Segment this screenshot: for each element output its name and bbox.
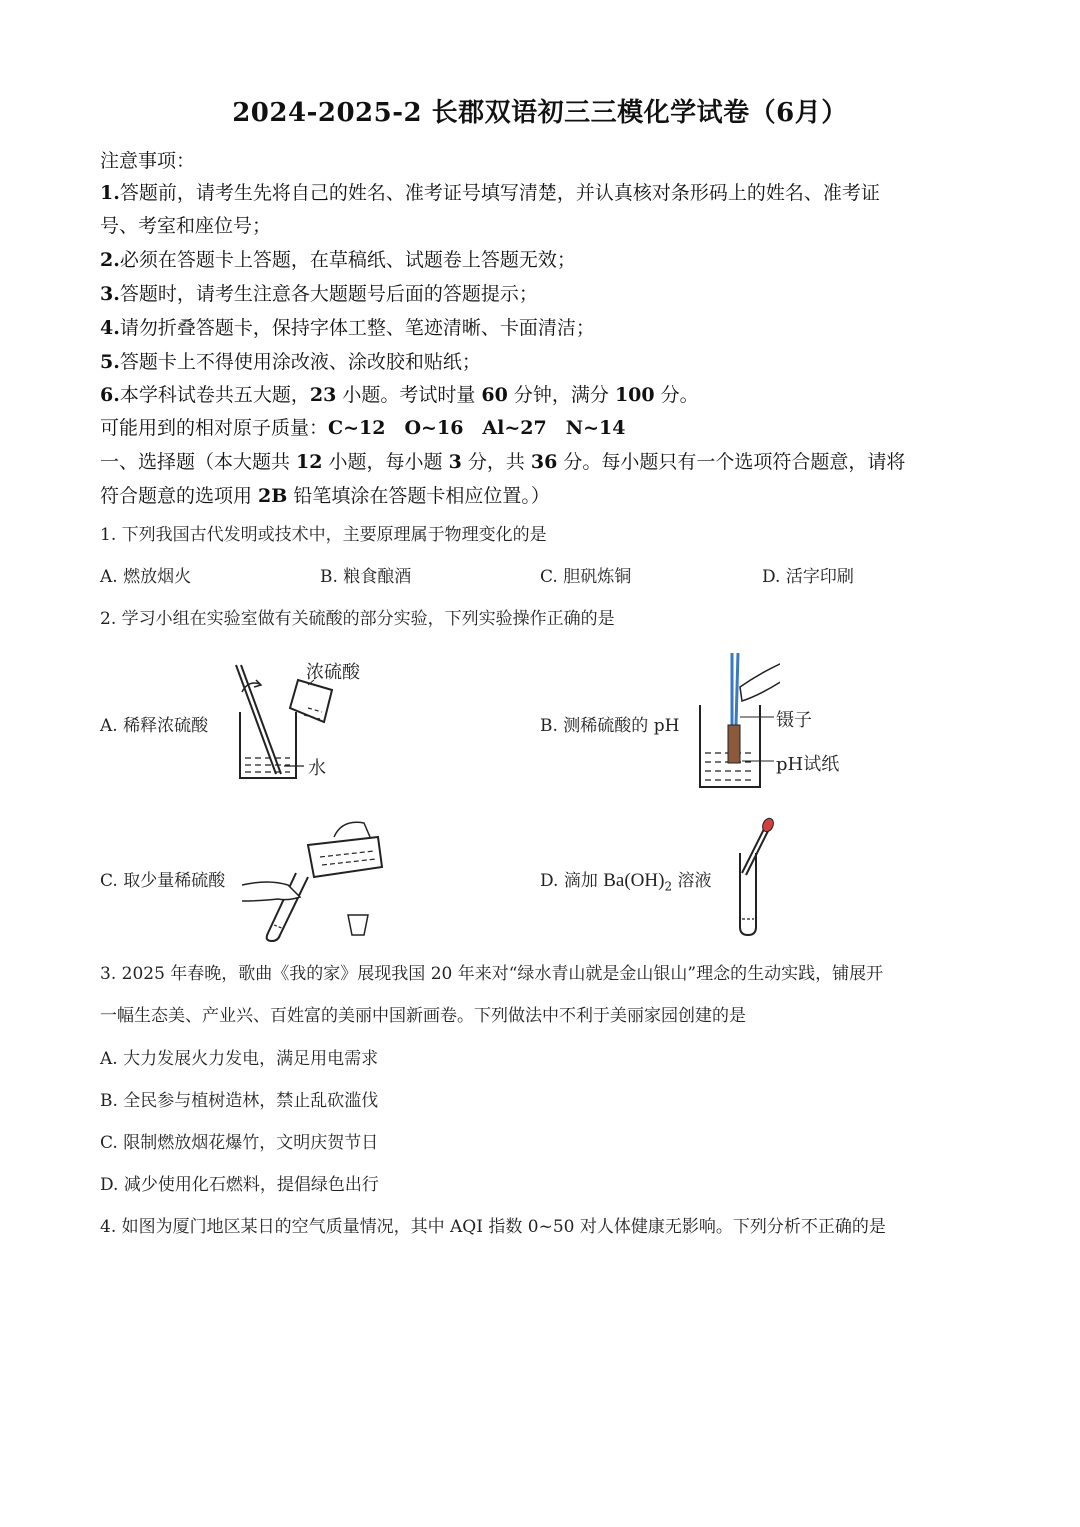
dropper-test-tube-figure — [728, 815, 788, 940]
label-tweezers: 镊子 — [776, 710, 812, 731]
section1-heading-cont: 符合题意的选项用 2B 铅笔填涂在答题卡相应位置。） — [100, 485, 550, 507]
atomic-masses: 可能用到的相对原子质量：C~12 O~16 Al~27 N~14 — [100, 417, 626, 439]
q1-option-b[interactable]: B. 粮食酿酒 — [320, 567, 412, 587]
q3-option-d[interactable]: D. 减少使用化石燃料，提倡绿色出行 — [100, 1175, 379, 1195]
notice-item-6: 6.本学科试卷共五大题，23 小题。考试时量 60 分钟，满分 100 分。 — [100, 384, 699, 406]
notice-item-3: 3.答题时，请考生注意各大题题号后面的答题提示； — [100, 283, 538, 305]
q2-option-d[interactable]: D. 滴加 $Ba(OH)_2$ 溶液 — [540, 870, 712, 894]
notice-item-2: 2.必须在答题卡上答题，在草稿纸、试题卷上答题无效； — [100, 249, 576, 271]
q3-option-a[interactable]: A. 大力发展火力发电，满足用电需求 — [100, 1049, 379, 1069]
q2-stem: 2. 学习小组在实验室做有关硫酸的部分实验，下列实验操作正确的是 — [100, 609, 615, 629]
q3-option-b[interactable]: B. 全民参与植树造林，禁止乱砍滥伐 — [100, 1091, 379, 1111]
q1-option-c[interactable]: C. 胆矾炼铜 — [540, 567, 632, 587]
label-ph-paper: pH试纸 — [776, 754, 840, 775]
q2-option-a[interactable]: A. 稀释浓硫酸 — [100, 716, 209, 736]
q3-option-c[interactable]: C. 限制燃放烟花爆竹，文明庆贺节日 — [100, 1133, 379, 1153]
notice-item-4: 4.请勿折叠答题卡，保持字体工整、笔迹清晰、卡面清洁； — [100, 317, 595, 339]
ph-test-figure — [690, 645, 780, 795]
q1-option-d[interactable]: D. 活字印刷 — [762, 567, 854, 587]
notice-item-1-cont: 号、考室和座位号； — [100, 215, 272, 237]
q2-option-b[interactable]: B. 测稀硫酸的 pH — [540, 716, 680, 736]
notice-heading: 注意事项： — [100, 150, 196, 172]
q2-option-c[interactable]: C. 取少量稀硫酸 — [100, 871, 226, 891]
notice-item-5: 5.答题卡上不得使用涂改液、涂改胶和贴纸； — [100, 351, 481, 373]
q3-stem-line2: 一幅生态美、产业兴、百姓富的美丽中国新画卷。下列做法中不利于美丽家园创建的是 — [100, 1006, 746, 1026]
q3-stem-line1: 3. 2025 年春晚，歌曲《我的家》展现我国 20 年来对“绿水青山就是金山银山”理念的生动实践，铺展开 — [100, 964, 884, 984]
q1-option-a[interactable]: A. 燃放烟火 — [100, 567, 192, 587]
exam-title: 2024-2025-2 长郡双语初三三模化学试卷（6月） — [232, 98, 848, 128]
label-water: 水 — [308, 758, 326, 779]
section1-heading: 一、选择题（本大题共 12 小题，每小题 3 分，共 36 分。每小题只有一个选项符合题意，请将 — [100, 451, 906, 473]
label-conc-sulfuric-acid: 浓硫酸 — [306, 662, 360, 683]
q1-stem: 1. 下列我国古代发明或技术中，主要原理属于物理变化的是 — [100, 525, 547, 545]
q4-stem: 4. 如图为厦门地区某日的空气质量情况，其中 AQI 指数 0~50 对人体健康无影响。下列分析不正确的是 — [100, 1217, 886, 1237]
notice-item-1: 1.答题前，请考生先将自己的姓名、准考证号填写清楚，并认真核对条形码上的姓名、准考证 — [100, 182, 880, 204]
pour-acid-figure — [238, 815, 388, 945]
